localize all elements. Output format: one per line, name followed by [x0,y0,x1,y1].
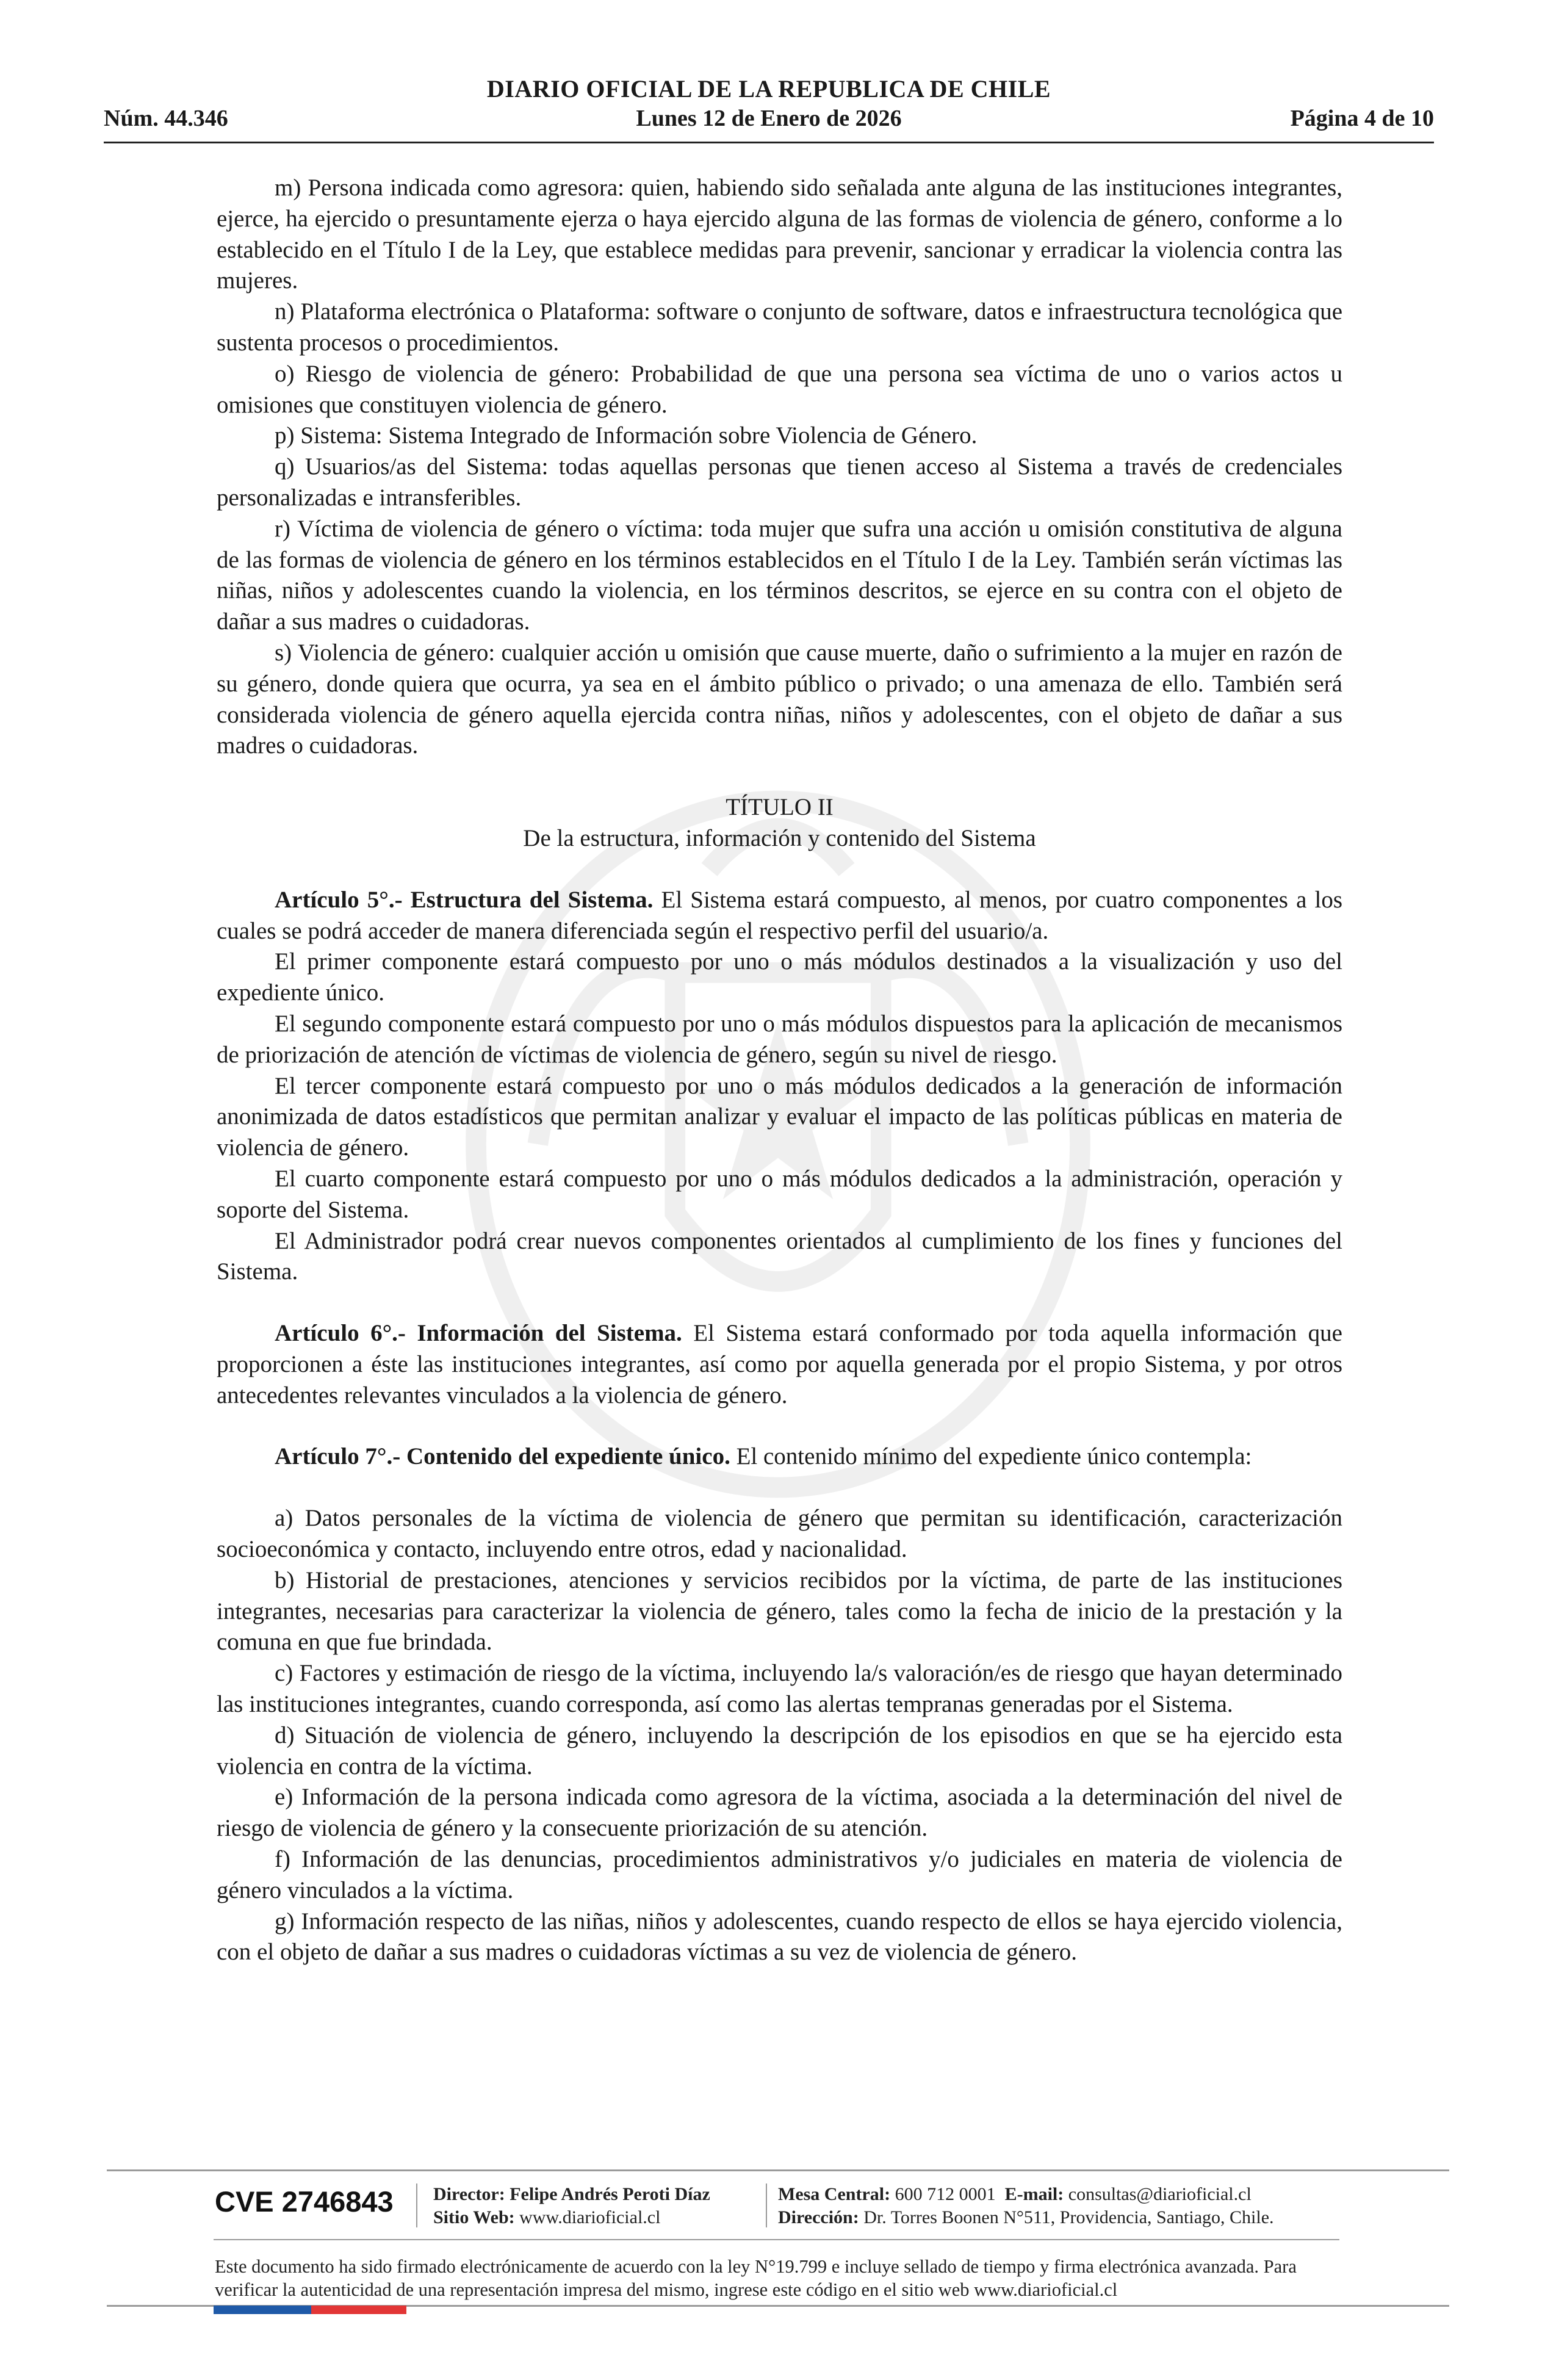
issue-date: Lunes 12 de Enero de 2026 [636,106,902,131]
article-5-paragraph: El segundo componente estará compuesto por uno o más módulos dispuestos para la aplicación de mecanismos de priorización de atención de víctimas de violencia de género, según su nivel de riesgo. [217,1010,1342,1068]
web-label: Sitio Web: [433,2207,515,2227]
email-link[interactable]: consultas@diarioficial.cl [1068,2184,1252,2204]
address: Dr. Torres Boonen N°511, Providencia, Santiago, Chile. [863,2207,1274,2227]
article-7-item-d: d) Situación de violencia de género, incluyendo la descripción de los episodios en que se ha ejercido esta violencia en contra de la víctima. [217,1722,1342,1780]
footer-address-line [778,2206,1274,2229]
signature-notice: Este documento ha sido firmado electrónicamente de acuerdo con la ley N°19.799 e incluye sellado de tiempo y firma electrónica avanzada. Para verificar la autenticidad de una representación impresa del mismo, ingrese este código en el sitio web www.diarioficial.cl [215,2256,1297,2300]
mesa-label: Mesa Central: [778,2184,891,2204]
header-divider [104,142,1434,143]
definition-o: o) Riesgo de violencia de género: Probabilidad de que una persona sea víctima de uno o varios actos u omisiones que constituyen violencia de género. [217,360,1342,418]
publication-title: DIARIO OFICIAL DE LA REPUBLICA DE CHILE [486,75,1051,103]
footer-director-line [433,2183,710,2206]
director-name: Felipe Andrés Peroti Díaz [510,2184,710,2204]
article-5-text: El Sistema estará compuesto, al menos, por cuatro componentes a los cuales se podrá acceder de manera diferenciada según el respectivo perfil del usuario/a. [217,886,1342,944]
article-7-intro [217,1441,1342,1473]
footer-contact-block [778,2183,1274,2229]
flag-stripe [214,2306,406,2314]
article-7-item-f: f) Información de las denuncias, procedimientos administrativos y/o judiciales en materia de violencia de género vinculados a la víctima. [217,1846,1342,1903]
article-5-paragraph: El cuarto componente estará compuesto por uno o más módulos dedicados a la administración, operación y soporte del Sistema. [217,1165,1342,1223]
article-5-label: Artículo 5°.- Estructura del Sistema. [275,886,654,913]
article-7-item-e: e) Información de la persona indicada como agresora de la víctima, asociada a la determinación del nivel de riesgo de violencia de género y la consecuente priorización de su atención. [217,1784,1342,1842]
article-5-paragraph: El tercer componente estará compuesto por uno o más módulos dedicados a la generación de información anonimizada de datos estadísticos que permitan analizar y evaluar el impacto de las políticas públicas en materia de violencia de género. [217,1072,1342,1161]
page-header [104,74,1434,142]
title-subheading: De la estructura, información y contenido del Sistema [523,824,1036,851]
flag-blue-band [214,2306,311,2314]
footer-divider-top [107,2169,1449,2171]
footer-separator [766,2183,767,2227]
definition-p: p) Sistema: Sistema Integrado de Información sobre Violencia de Género. [275,422,978,449]
footer-separator [416,2183,417,2227]
article-6 [217,1318,1342,1411]
footer-web-line [433,2206,710,2229]
article-7-text: El contenido mínimo del expediente único contempla: [730,1443,1252,1470]
definition-n: n) Plataforma electrónica o Plataforma: software o conjunto de software, datos e infraestructura tecnológica que sustenta procesos o procedimientos. [217,298,1342,356]
article-7-item-b: b) Historial de prestaciones, atenciones y servicios recibidos por la víctima, de parte de las instituciones integrantes, necesarias para caracterizar la violencia de género, tales como la fecha de inicio de la prestación y la comuna en que fue brindada. [217,1567,1342,1656]
article-7-item-c: c) Factores y estimación de riesgo de la víctima, incluyendo la/s valoración/es de riesgo que hayan determinado las instituciones integrantes, cuando corresponda, así como las alertas tempranas generadas por el Sistema. [217,1660,1342,1718]
article-5-paragraph: El Administrador podrá crear nuevos componentes orientados al cumplimiento de los fines y funciones del Sistema. [217,1227,1342,1285]
website-link[interactable]: www.diarioficial.cl [519,2207,661,2227]
footer-contact-line [778,2183,1274,2206]
definition-m: m) Persona indicada como agresora: quien, habiendo sido señalada ante alguna de las instituciones integrantes, ejerce, ha ejercido o presuntamente ejerza o haya ejercido alguna de las formas de violencia de género, conforme a lo establecido en el Título I de la Ley, que establece medidas para prevenir, sancionar y erradicar la violencia contra las mujeres. [217,175,1342,294]
article-6-label: Artículo 6°.- Información del Sistema. [275,1320,682,1347]
mesa-phone: 600 712 0001 [895,2184,996,2204]
page-number: Página 4 de 10 [1290,106,1434,131]
definition-s: s) Violencia de género: cualquier acción u omisión que cause muerte, daño o sufrimiento a la mujer en razón de su género, donde quiera que ocurra, ya sea en el ámbito público o privado; o una amenaza de ello. También será considerada violencia de género aquella ejercida contra niñas, niños y adolescentes, con el objeto de dañar a sus madres o cuidadoras. [217,639,1342,759]
address-label: Dirección: [778,2207,859,2227]
footer-divider-mid [214,2239,1339,2240]
article-7-item-g: g) Información respecto de las niñas, niños y adolescentes, cuando respecto de ellos se haya ejercido violencia, con el objeto de dañar a sus madres o cuidadoras víctimas a su vez de violencia de género. [217,1908,1342,1966]
flag-red-band [311,2306,406,2314]
article-5-paragraph: El primer componente estará compuesto por uno o más módulos destinados a la visualización y uso del expediente único. [217,948,1342,1006]
article-6-text: El Sistema estará conformado por toda aquella información que proporcionen a éste las instituciones integrantes, así como por aquella generada por el propio Sistema, y por otros antecedentes relevantes vinculados a la violencia de género. [217,1320,1342,1408]
article-5-intro [217,885,1342,947]
document-body [217,173,1342,1968]
article-7-label: Artículo 7°.- Contenido del expediente único. [275,1443,730,1470]
title-heading: TÍTULO II [726,794,834,821]
footer-director-block [433,2183,710,2229]
article-7-item-a: a) Datos personales de la víctima de violencia de género que permitan su identificación, caracterización socioeconómica y contacto, incluyendo entre otros, edad y nacionalidad. [217,1505,1342,1563]
issue-number: Núm. 44.346 [104,106,228,131]
definition-q: q) Usuarios/as del Sistema: todas aquellas personas que tienen acceso al Sistema a través de credenciales personalizadas e intransferibles. [217,453,1342,511]
director-label: Director: [433,2184,505,2204]
email-label: E-mail: [1004,2184,1064,2204]
definition-r: r) Víctima de violencia de género o víctima: toda mujer que sufra una acción u omisión constitutiva de alguna de las formas de violencia de género en los términos establecidos en el Título I de la Ley. También serán víctimas las niñas, niños y adolescentes cuando la violencia, en los términos descritos, se ejerce en su contra con el objeto de dañar a sus madres o cuidadoras. [217,515,1342,635]
cve-code: CVE 2746843 [215,2185,394,2218]
